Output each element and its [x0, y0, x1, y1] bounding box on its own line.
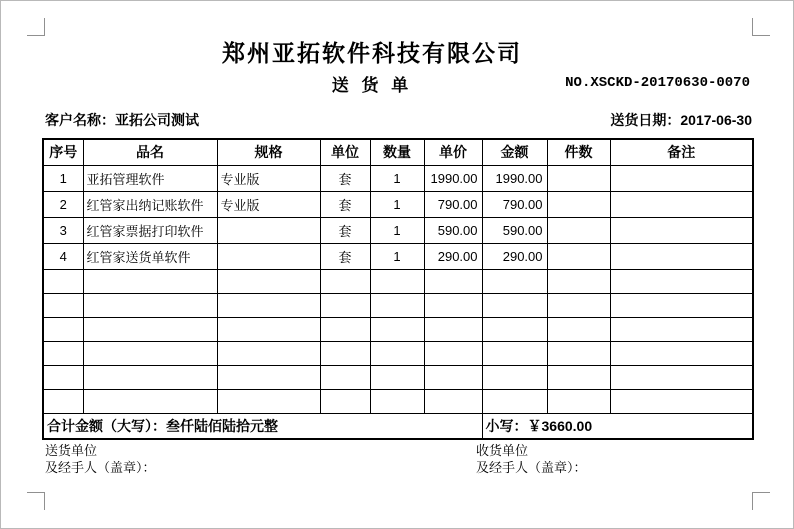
empty-table-row — [43, 293, 753, 317]
empty-table-row — [43, 317, 753, 341]
cell-spec — [217, 217, 320, 243]
cell-product: 红管家票据打印软件 — [83, 217, 217, 243]
cell-qty: 1 — [370, 243, 424, 269]
cell-unit: 套 — [320, 191, 370, 217]
sender-unit-label: 送货单位 — [45, 443, 98, 458]
cell-amount: 590.00 — [482, 217, 547, 243]
crop-mark-bottom-left-icon — [27, 492, 45, 510]
customer-value: 亚拓公司测试 — [115, 112, 199, 128]
cell-qty: 1 — [370, 217, 424, 243]
cell-unit: 套 — [320, 243, 370, 269]
cell-price: 290.00 — [424, 243, 482, 269]
empty-table-row — [43, 389, 753, 413]
document-number: NO.XSCKD-20170630-0070 — [565, 75, 750, 91]
delivery-date-line — [610, 110, 752, 130]
total-row — [43, 413, 753, 439]
empty-table-row — [43, 365, 753, 389]
crop-mark-top-right-icon — [752, 18, 770, 36]
total-numeric: 小写：￥3660.00 — [482, 413, 753, 439]
cell-seq: 4 — [43, 243, 83, 269]
cell-amount: 790.00 — [482, 191, 547, 217]
cell-product: 红管家出纳记账软件 — [83, 191, 217, 217]
col-header-seq: 序号 — [43, 139, 83, 165]
col-header-amount: 金额 — [482, 139, 547, 165]
cell-pieces — [547, 243, 610, 269]
table-row — [43, 191, 753, 217]
cell-seq: 3 — [43, 217, 83, 243]
delivery-items-table — [42, 138, 754, 440]
receiver-signature-block — [476, 442, 587, 476]
cell-seq: 1 — [43, 165, 83, 191]
receiver-unit-label: 收货单位 — [476, 443, 529, 458]
empty-table-row — [43, 269, 753, 293]
col-header-spec: 规格 — [217, 139, 320, 165]
cell-product: 红管家送货单软件 — [83, 243, 217, 269]
crop-mark-top-left-icon — [27, 18, 45, 36]
empty-table-row — [43, 341, 753, 365]
cell-pieces — [547, 217, 610, 243]
cell-unit: 套 — [320, 165, 370, 191]
cell-remark — [610, 191, 753, 217]
cell-spec: 专业版 — [217, 165, 320, 191]
cell-pieces — [547, 165, 610, 191]
col-header-qty: 数量 — [370, 139, 424, 165]
cell-spec — [217, 243, 320, 269]
table-header-row — [43, 139, 753, 165]
document-title: 送 货 单 — [331, 76, 413, 95]
cell-amount: 1990.00 — [482, 165, 547, 191]
cell-amount: 290.00 — [482, 243, 547, 269]
cell-remark — [610, 165, 753, 191]
customer-label: 客户名称： — [45, 112, 115, 128]
cell-spec: 专业版 — [217, 191, 320, 217]
sender-signature-block — [45, 442, 156, 476]
col-header-pieces: 件数 — [547, 139, 610, 165]
customer-name-line — [45, 110, 199, 130]
cell-price: 1990.00 — [424, 165, 482, 191]
cell-pieces — [547, 191, 610, 217]
col-header-product: 品名 — [83, 139, 217, 165]
col-header-price: 单价 — [424, 139, 482, 165]
receiver-handler-label: 及经手人（盖章）： — [476, 460, 587, 475]
col-header-unit: 单位 — [320, 139, 370, 165]
cell-unit: 套 — [320, 217, 370, 243]
sender-handler-label: 及经手人（盖章）： — [45, 460, 156, 475]
table-row — [43, 217, 753, 243]
cell-price: 590.00 — [424, 217, 482, 243]
table-row — [43, 165, 753, 191]
col-header-remark: 备注 — [610, 139, 753, 165]
cell-price: 790.00 — [424, 191, 482, 217]
crop-mark-bottom-right-icon — [752, 492, 770, 510]
table-row — [43, 243, 753, 269]
date-value: 2017-06-30 — [680, 112, 752, 128]
cell-qty: 1 — [370, 191, 424, 217]
cell-qty: 1 — [370, 165, 424, 191]
cell-remark — [610, 243, 753, 269]
total-in-words: 合计金额（大写）：叁仟陆佰陆拾元整 — [43, 413, 482, 439]
cell-product: 亚拓管理软件 — [83, 165, 217, 191]
cell-remark — [610, 217, 753, 243]
company-name: 郑州亚拓软件科技有限公司 — [222, 40, 522, 66]
cell-seq: 2 — [43, 191, 83, 217]
date-label: 送货日期： — [610, 112, 681, 128]
info-row — [45, 110, 752, 130]
